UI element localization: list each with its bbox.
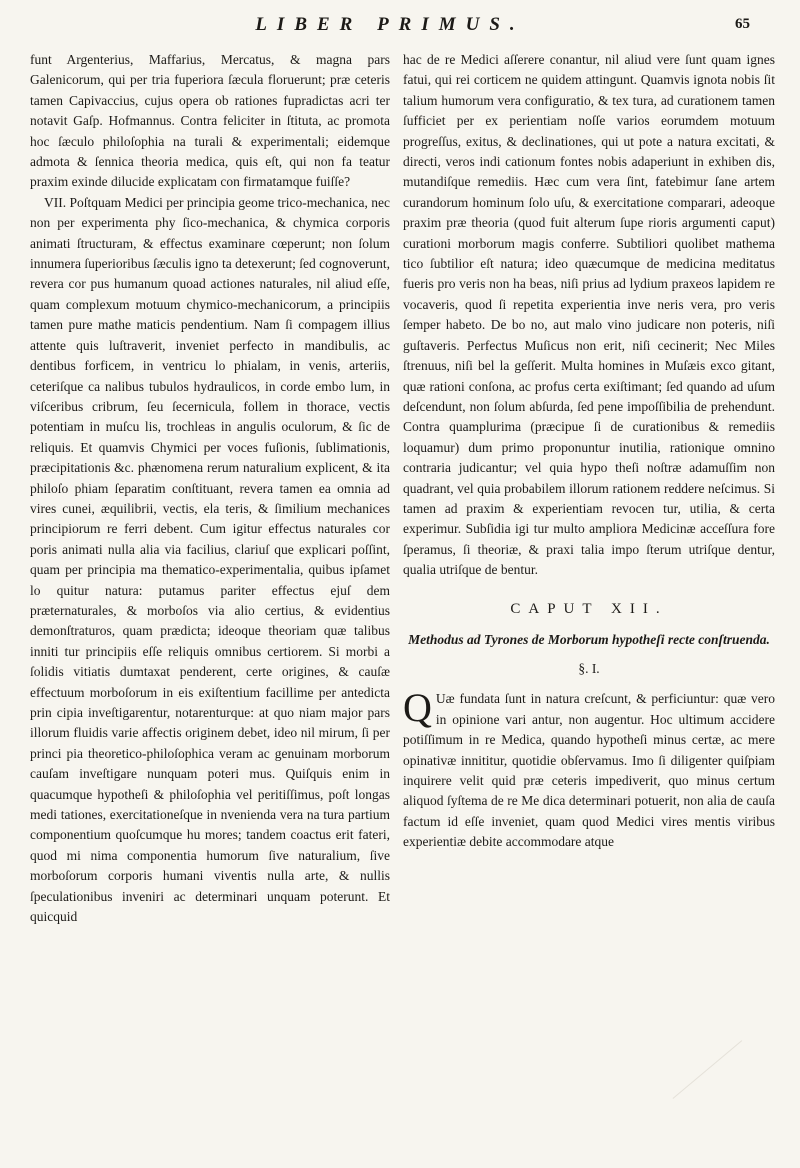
page-number: 65 — [735, 16, 750, 32]
left-column — [30, 50, 390, 927]
paragraph — [403, 685, 775, 852]
chapter-heading: CAPUT XII. — [510, 600, 668, 617]
section-mark: §. I. — [578, 660, 600, 676]
chapter-title: Methodus ad Tyrones de Morborum hypotheſi recte conſtruenda. — [408, 631, 770, 647]
running-head: LIBER PRIMUS. — [255, 14, 525, 35]
paragraph: VII. Poſtquam Medici per principia geome trico-mechanica, nec non per experimenta phy ſico-mechanica, & chymica corporis animati ſtructuram, & effectus examinare cœperunt; non ſolum innumera ſuperioribus ſæculis igno ta detexerunt; ſed cognoverunt, revera cor pus humanum quoad actiones naturales, nil aliud eſſe, quam complexum motuum chymico-mechanicorum, a principiis tamen pure mathe maticis pendentium. Nam ſi compagem illius attente quis luſtraverit, inveniet perfecto in mandibulis, ac dentibus forficem, in ventricu lo phialam, in venis, arteriis, ceteriſque ca nalibus tubulos hydraulicos, in corde embo lum, in viſceribus cribrum, ſeu ſecernicula, follem in thorace, vectis potentiam in muſcu lis, trochleas in angulis oculorum, & ſic de reliquis. Et quamvis Chymici per voces fuſionis, ſublimationis, præcipitationis &c. phænomena rerum naturalium explicent, & ita philoſo phiam ſeparatim conſtituant, revera tamen ea omnia ad vires cunei, æquilibrii, vectis, ela teris, & ſimilium mechanices principiorum re ferri debent. Cum igitur effectus naturales cor poris animati nulla alia via facilius, clariuſ que explicari poſſint, quam per principia ma thematico-experimentalia, quibus ipſamet lo quitur natura: putamus pariter effectus ejuſ dem præternaturales, & morboſos via alio certius, & evidentius demonſtraturos, quam prædicta; ideoque theoriam quæ talibus inniti tur principiis eſſe reliquis omnibus certiorem. Si morbi a ſolidis vitiatis dumtaxat penderent, certe origines, & cauſæ effectuum morboſorum in eis exiſtentium facillime per antedicta prin cipia inveſtigarentur, notarenturque: at quo niam major pars illorum fluidis varie affectis originem debet, ideo nil mirum, ſi per princi pia theoretico-philoſophica veram ac genuinam morborum cauſam inveſtigare nunquam poteri mus. Quiſquis enim in quacumque hypotheſi & philoſophia vel peritiſſimus, poſt longas medi tationes, exercitationeſque in nveniendа vera na tura partium componentium quoſcumque hu mores; tandem coactus erit fateri, quod mi nima componentia humorum ſive naturalium, ſive morboſorum corporis humani viventis nulla arte, & nullis ſpeculationibus inveniri ac determinari unquam poterunt. Et quicquid — [30, 194, 390, 925]
right-column — [403, 50, 775, 853]
page-header — [90, 14, 770, 48]
paragraph: funt Argenterius, Maffarius, Mercatus, & magna pars Galenicorum, qui per tria fuperiora ſæcula floruerunt; præ ceteris tamen Capivaccius, cujus opera ob rationes fupradictas acri ter notavit Gaſp. Hofmannus. Contra feliciter in ſtituta, ac promota hoc ſæculo philoſophia na turali & experimentali; eidemque admota & ſennica theoria medica, quis eſt, qui non fa teatur praxim exinde dilucide explicatam con firmatamque fuiſſe? — [30, 52, 390, 190]
drop-cap: Q — [403, 685, 432, 731]
paragraph-text: Uæ fundata ſunt in natura creſcunt, & perficiuntur: quæ vero in opinione vari antur, non augentur. Hoc ultimum accidere potiſſimum in re Medica, quando hypotheſi minus certæ, ac mere opinativæ innititur, quotidie obſervamus. Imo ſi diligenter quiſpiam inquirere velit quid præ ceteris impediverit, quo minus certum aliquod ſyſtema de re Me dica determinari potuerit, non alia de cauſa factum id eſſe inveniet, quam quod Medici vires mentis viribus experientiæ debite accommodare atque — [403, 691, 775, 850]
paragraph: hac de re Medici aſſerere conantur, nil aliud vere ſunt quam ignes fatui, qui rei corticem ne quidem attingunt. Quamvis ignota nobis ſit talium humorum vera configuratio, & tex tura, ad curationem tamen ſufficiet per ex perientiam noſſe varios eorumdem motuum progreſſus, exitus, & declinationes, qui ut pote a natura excitati, & directi, veros indi cationum fontes nobis adaperiunt in exhiben dis, mutandiſque remediis. Hæc cum vera ſint, fatebimur ſane artem curandorum hominum ſolo uſu, & exercitatione comparari, adeoque praxim præ theoria (quod fuit alterum ſupe rioris argumenti caput) curationi morborum magis conferre. Subtiliori quolibet mathema tico ſubtilior eſt natura; ideo quæcumque de medicina meditatus fueris pro veris non ha beas, niſi prius ad lydium praxeos lapidem re vocaveris, quod ſi repetita experientia inve neris vera, pro veris ſemper habeto. De bo no, aut malo vino judicare non poteris, niſi guſtaveris. Perfectus Muſicus non erit, niſi cecinerit; Nec Miles ſtrenuus, niſi bel la geſſerit. Multa homines in Muſæis exco gitant, quæ rationi conſona, ac profus certa exiſtimant; ſed quando ad uſum deſcendunt, non ſolum abſurda, ſed pene impoſſibilia de prehendunt. Contra quamplurima (præcipue ſi de curationibus & remediis loquamur) dum primo proponuntur inutilia, rationique omnino contraria judicantur; vel quia hypo theſi noſtræ adamuſſim non quadrant, vel quia probabilem illorum rationem reddere neſcimus. Si tamen ad praxim & experientiam revocen tur, utilia, & certa experimur. Subſidia igi tur multo ampliora Medicinæ acceſſura fore ſperamus, ſi theoriæ, & praxi talia impo ſterum utriſque dentur, qualia utriſque de bentur. — [403, 52, 775, 578]
page-corner-fold — [673, 1040, 800, 1168]
